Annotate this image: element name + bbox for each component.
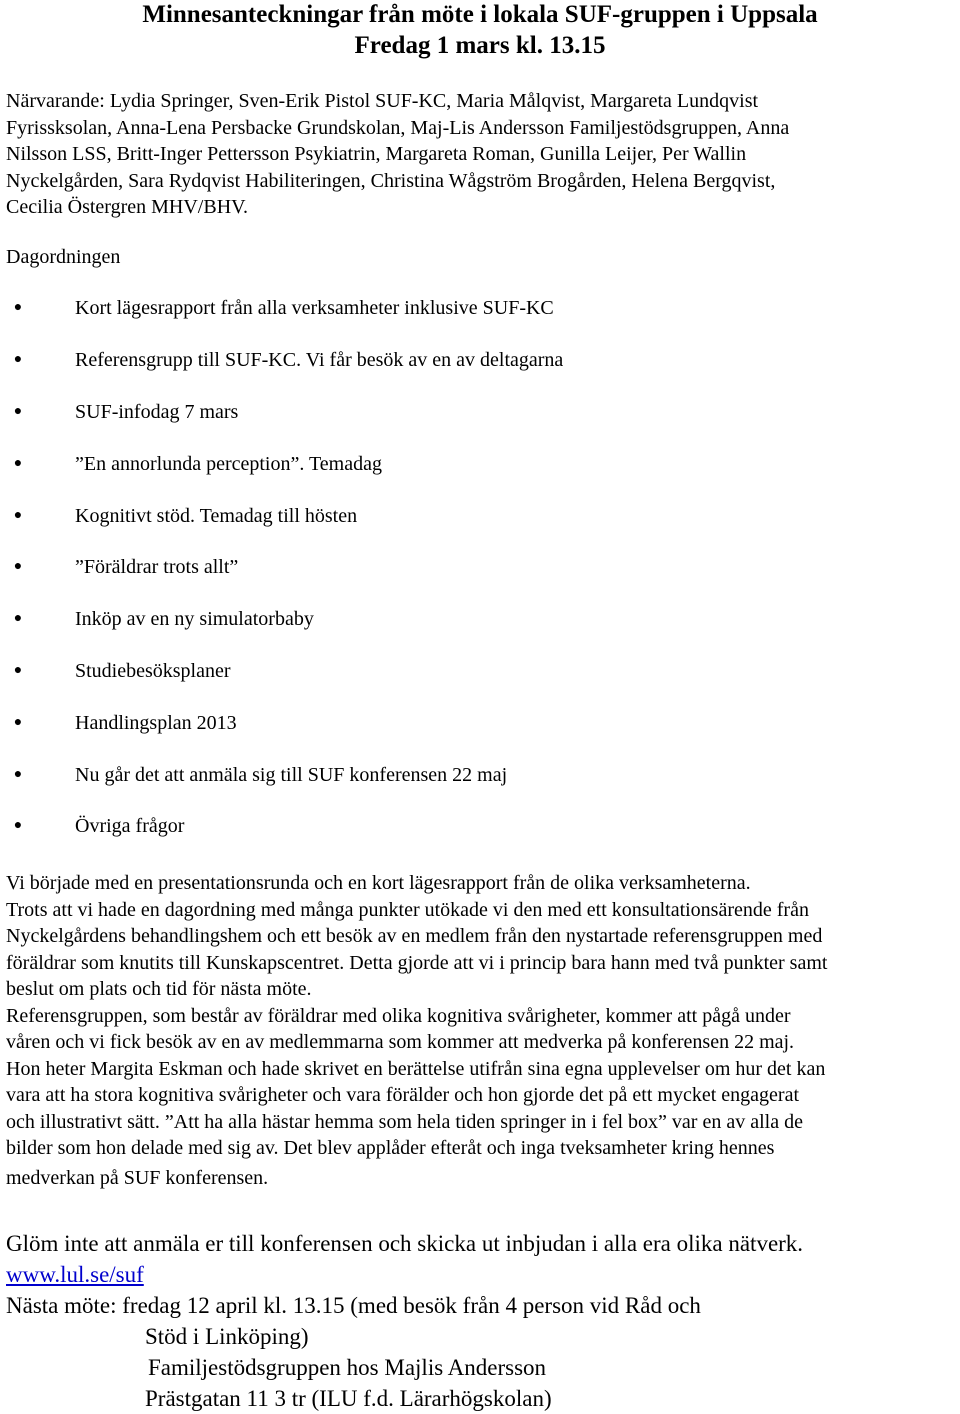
list-item [0, 760, 960, 790]
next-meeting-address: Prästgatan 11 3 tr (ILU f.d. Lärarhögskolan) [145, 1386, 552, 1411]
body-line: vara att ha stora kognitiva svårigheter och vara förälder och hon gjorde det på ett mycket engagerat [6, 1084, 799, 1106]
list-item [0, 708, 960, 738]
conference-link[interactable]: www.lul.se/suf [6, 1262, 144, 1287]
list-item [0, 811, 960, 841]
agenda-item-text: Studiebesöksplaner [75, 660, 231, 682]
next-meeting: Nästa möte: fredag 12 april kl. 13.15 (med besök från 4 person vid Råd och [6, 1293, 701, 1318]
agenda-item-text: Nu går det att anmäla sig till SUF konferensen 22 maj [75, 764, 508, 786]
agenda-item-text: SUF-infodag 7 mars [75, 401, 239, 423]
bullet-icon: ● [13, 300, 23, 315]
list-item [0, 345, 960, 375]
agenda-item-text: ”En annorlunda perception”. Temadag [75, 453, 382, 475]
attendees-line: Närvarande: Lydia Springer, Sven-Erik Pistol SUF-KC, Maria Målqvist, Margareta Lundqvist [6, 90, 759, 112]
bullet-icon: ● [13, 404, 23, 419]
bullet-icon: ● [13, 663, 23, 678]
attendees-line: Fyrissksolan, Anna-Lena Persbacke Grundskolan, Maj-Lis Andersson Familjestödsgruppen, Anna [6, 116, 790, 139]
conference-reminder: Glöm inte att anmäla er till konferensen och skicka ut inbjudan i alla era olika nätverk. [6, 1231, 804, 1256]
bullet-icon: ● [13, 611, 23, 626]
bullet-icon: ● [13, 715, 23, 730]
list-item [0, 656, 960, 686]
body-line: beslut om plats och tid för nästa möte. [6, 978, 312, 1000]
list-item [0, 449, 960, 479]
document-title: Minnesanteckningar från möte i lokala SUF-gruppen i Uppsala [142, 1, 818, 28]
body-line: Nyckelgårdens behandlingshem och ett besök av en medlem från den nystartade referensgruppen med [6, 925, 823, 947]
list-item [0, 293, 960, 323]
agenda-item-text: ”Föräldrar trots allt” [75, 556, 239, 578]
agenda-item-text: Handlingsplan 2013 [75, 712, 237, 734]
body-line: Trots att vi hade en dagordning med många punkter utökade vi den med ett konsultationsärende från [6, 898, 809, 921]
agenda-item-text: Referensgrupp till SUF-KC. Vi får besök av en av deltagarna [75, 349, 564, 371]
attendees-line: Nyckelgården, Sara Rydqvist Habiliteringen, Christina Wågström Brogården, Helena Bergqvist, [6, 169, 776, 192]
body-line: medverkan på SUF konferensen. [6, 1166, 269, 1189]
next-meeting-line: Stöd i Linköping) [145, 1324, 309, 1349]
body-line: Vi började med en presentationsrunda och en kort lägesrapport från de olika verksamheterna. [6, 872, 751, 894]
attendees-line: Cecilia Östergren MHV/BHV. [6, 196, 249, 218]
minutes-body [6, 870, 960, 1191]
bullet-icon: ● [13, 559, 23, 574]
list-item [0, 552, 960, 582]
agenda-item-text: Kort lägesrapport från alla verksamheter inklusive SUF-KC [75, 297, 554, 319]
next-meeting-host: Familjestödsgruppen hos Majlis Andersson [148, 1355, 547, 1380]
agenda-item-text: Kognitivt stöd. Temadag till hösten [75, 505, 358, 527]
bullet-icon: ● [13, 818, 23, 833]
body-line: Referensgruppen, som består av föräldrar med olika kognitiva svårigheter, kommer att pågå under [6, 1004, 791, 1027]
body-line: Hon heter Margita Eskman och hade skrivet en berättelse utifrån sina egna upplevelser om hur det kan [6, 1057, 826, 1080]
meeting-date: Fredag 1 mars kl. 13.15 [354, 32, 606, 59]
bullet-icon: ● [13, 352, 23, 367]
attendees-paragraph [6, 88, 960, 221]
list-item [0, 604, 960, 634]
list-item [0, 501, 960, 531]
bullet-icon: ● [13, 508, 23, 523]
bullet-icon: ● [13, 456, 23, 471]
body-line: och illustrativt sätt. ”Att ha alla hästar hemma som hela tiden springer in i fel box” var en av alla de [6, 1110, 803, 1133]
list-item [0, 397, 960, 427]
body-line: bilder som hon delade med sig av. Det blev applåder efteråt och inga tveksamheter kring hennes [6, 1137, 775, 1159]
agenda-item-text: Inköp av en ny simulatorbaby [75, 608, 314, 630]
body-line: våren och vi fick besök av en av medlemmarna som kommer att medverka på konferensen 22 maj. [6, 1031, 795, 1053]
body-line: föräldrar som knutits till Kunskapscentret. Detta gjorde att vi i princip bara hann med två punkter samt [6, 951, 828, 974]
bullet-icon: ● [13, 767, 23, 782]
agenda-item-text: Övriga frågor [75, 815, 185, 837]
agenda-heading: Dagordningen [6, 246, 121, 268]
attendees-line: Nilsson LSS, Britt-Inger Pettersson Psykiatrin, Margareta Roman, Gunilla Leijer, Per Wallin [6, 143, 747, 165]
